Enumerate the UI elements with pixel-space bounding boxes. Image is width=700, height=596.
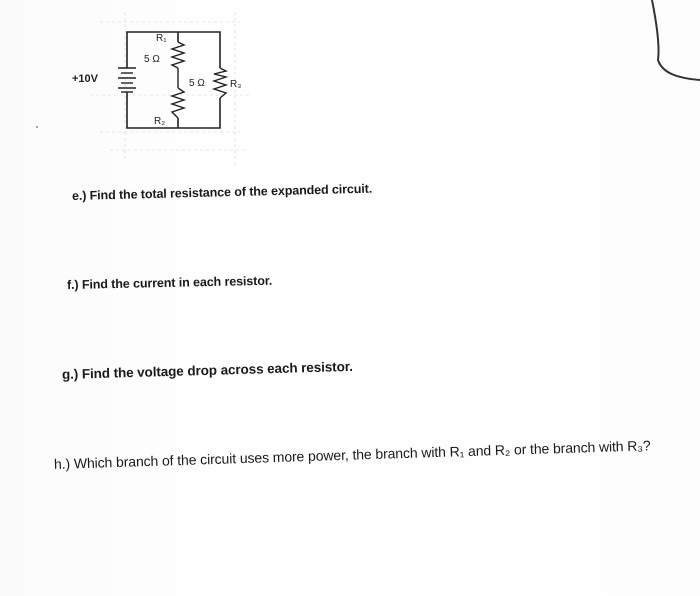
r3-value: 5 Ω: [189, 78, 205, 89]
question-e: e.) Find the total resistance of the expanded circuit.: [71, 181, 373, 203]
battery-label: +10V: [72, 73, 98, 85]
resistor-r3: [214, 68, 226, 98]
r1-label: R₁: [156, 33, 167, 44]
page-edge-mark: [650, 0, 700, 90]
stray-mark: [36, 126, 38, 128]
r2-label: R₂: [154, 116, 166, 127]
battery-symbol: [118, 68, 136, 92]
circuit-guide-lines: [90, 12, 250, 165]
question-h: h.) Which branch of the circuit uses more power, the branch with R₁ and R₂ or the branch with R₃?: [53, 437, 651, 472]
r1-value: 5 Ω: [144, 54, 160, 65]
question-g: g.) Find the voltage drop across each resistor.: [61, 358, 353, 382]
question-f: f.) Find the current in each resistor.: [66, 273, 273, 292]
resistor-r2: [172, 88, 184, 118]
resistor-r1: [172, 42, 184, 68]
circuit-diagram: [70, 10, 270, 170]
r3-label: R₃: [230, 79, 242, 90]
